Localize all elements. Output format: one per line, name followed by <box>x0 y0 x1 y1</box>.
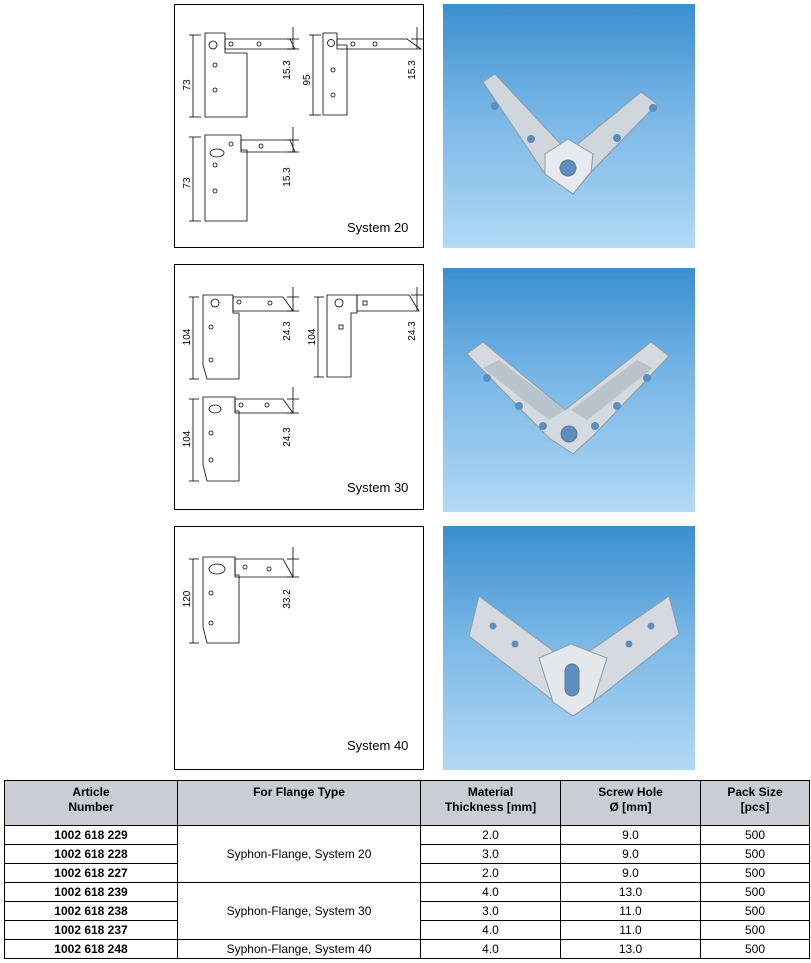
col-header-thickness: Material Thickness [mm] <box>421 781 561 826</box>
screw-hole: 11.0 <box>561 921 701 940</box>
pack-size: 500 <box>701 940 810 959</box>
bracket-arm <box>225 39 295 49</box>
drawing-panel-system-30 <box>174 264 424 510</box>
article-number: 1002 618 228 <box>5 845 178 864</box>
specification-table <box>4 780 810 959</box>
thickness: 2.0 <box>421 864 561 883</box>
bracket-outline <box>205 33 247 117</box>
product-photo-system-30 <box>443 268 695 512</box>
pack-size: 500 <box>701 826 810 845</box>
dim-offset: 15.3 <box>282 60 293 80</box>
flange-type: Syphon-Flange, System 30 <box>178 883 421 940</box>
pack-size: 500 <box>701 845 810 864</box>
screw-hole: 9.0 <box>561 826 701 845</box>
dim-height: 104 <box>307 328 318 346</box>
dim-offset: 15.3 <box>407 60 418 80</box>
pack-size: 500 <box>701 921 810 940</box>
thickness: 4.0 <box>421 940 561 959</box>
dim-height: 104 <box>182 328 193 346</box>
dim-height: 95 <box>302 74 313 86</box>
screw-hole: 9.0 <box>561 864 701 883</box>
thickness: 4.0 <box>421 883 561 902</box>
flange-type: Syphon-Flange, System 40 <box>178 940 421 959</box>
dim-offset: 24.3 <box>282 321 293 341</box>
dim-height: 73 <box>182 177 193 189</box>
technical-drawing <box>175 527 425 771</box>
article-number: 1002 618 239 <box>5 883 178 902</box>
thickness: 3.0 <box>421 845 561 864</box>
technical-drawing <box>175 265 425 511</box>
system-label: System 40 <box>347 738 409 753</box>
screw-hole: 13.0 <box>561 940 701 959</box>
article-number: 1002 618 229 <box>5 826 178 845</box>
system-label: System 20 <box>347 220 409 235</box>
drawing-panel-system-20 <box>174 4 424 248</box>
flange-type: Syphon-Flange, System 20 <box>178 826 421 883</box>
screw-hole: 9.0 <box>561 845 701 864</box>
article-number: 1002 618 238 <box>5 902 178 921</box>
dim-offset: 15.3 <box>282 167 293 187</box>
corner-bracket-image <box>443 4 695 248</box>
dim-height: 73 <box>182 79 193 91</box>
pack-size: 500 <box>701 902 810 921</box>
system-label: System 30 <box>347 480 409 495</box>
screw-hole <box>209 41 217 49</box>
article-number: 1002 618 248 <box>5 940 178 959</box>
pack-size: 500 <box>701 864 810 883</box>
thickness: 2.0 <box>421 826 561 845</box>
dim-offset: 33.2 <box>282 589 293 609</box>
dim-height: 104 <box>182 430 193 448</box>
thickness: 3.0 <box>421 902 561 921</box>
corner-bracket-image <box>443 526 695 770</box>
col-header-pack-size: Pack Size [pcs] <box>701 781 810 826</box>
table-row <box>5 940 810 959</box>
pack-size: 500 <box>701 883 810 902</box>
dim-height: 120 <box>182 590 193 608</box>
screw-hole: 13.0 <box>561 883 701 902</box>
table-row <box>5 883 810 902</box>
col-header-screw-hole: Screw Hole Ø [mm] <box>561 781 701 826</box>
article-number: 1002 618 227 <box>5 864 178 883</box>
thickness: 4.0 <box>421 921 561 940</box>
product-photo-system-20 <box>443 4 695 248</box>
corner-bracket-image <box>443 268 695 512</box>
col-header-flange: For Flange Type <box>178 781 421 826</box>
dim-offset: 24.3 <box>407 321 418 341</box>
table-row <box>5 826 810 845</box>
table-header-row <box>5 781 810 826</box>
screw-hole: 11.0 <box>561 902 701 921</box>
product-photo-system-40 <box>443 526 695 770</box>
technical-drawing <box>175 5 425 249</box>
article-number: 1002 618 237 <box>5 921 178 940</box>
dim-offset: 24.3 <box>282 427 293 447</box>
col-header-article: Article Number <box>5 781 178 826</box>
drawing-panel-system-40 <box>174 526 424 770</box>
